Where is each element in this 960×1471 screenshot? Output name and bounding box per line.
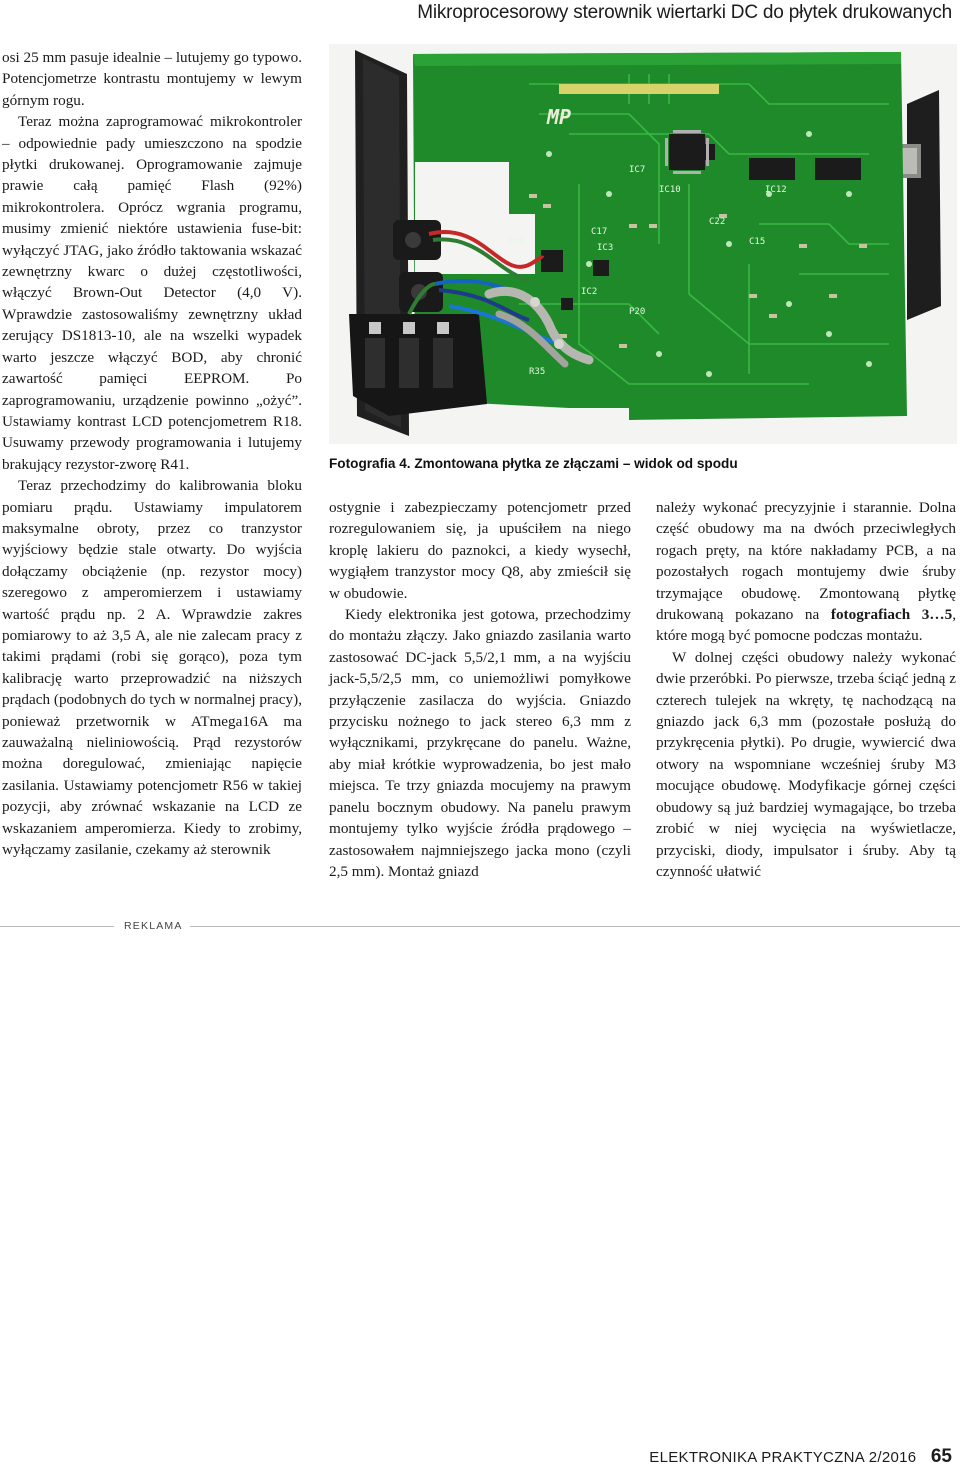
silkscreen-label: R50 — [509, 237, 526, 247]
paragraph-text: , które mogą być pomocne podczas montażu. — [656, 606, 956, 645]
silkscreen-label: P20 — [629, 307, 646, 317]
running-head: Mikroprocesorowy sterownik wiertarki DC do płytek drukowanych — [417, 2, 952, 23]
page-footer — [649, 1446, 952, 1468]
advertisement-label: REKLAMA — [124, 920, 183, 932]
silkscreen-label: C15 — [749, 237, 766, 247]
article-column-1 — [2, 47, 302, 860]
photo-pcb-assembled — [329, 44, 957, 444]
paragraph: W dolnej części obudowy należy wykonać dwie przeróbki. Po pierwsze, trzeba ściąć jedną z czterech tulejek na wkręty, tę nachodzącą na gniazdo jack 6,3 mm (pozostałe posłużą do przykręcenia płytki). Po drugie, wywiercić dwa otwory na wspomniane wcześniej śruby M3 mocujące obudowę. Modyfikacje górnej części obudowy są już bardziej wymagające, bo trzeba zrobić w niej wycięcia na wyświetlacze, przyciski, diody, impulsator i śruby. Aby tą czynność ułatwić — [656, 648, 956, 880]
paragraph-text: należy wykonać precyzyjnie i starannie. Dolna część obudowy ma na dwóch przeciwległych rogach pręty, na które nakładamy PCB, a na pozostałych rogach montujemy dwie śruby trzymające obudowę. Zmontowaną płytkę drukowaną pokazano na — [656, 499, 956, 624]
article-column-2 — [329, 497, 631, 882]
paragraph: osi 25 mm pasuje idealnie – lutujemy go typowo. Potencjometrze kontrastu montujemy w lewym górnym rogu. — [2, 49, 302, 109]
pcb-photo-illustration — [329, 44, 957, 444]
paragraph: Teraz można zaprogramować mikrokontroler – odpowiednie pady umieszczono na spodzie płytki drukowanej. Oprogramowanie zajmuje prawie całą pamięć Flash (92%) mikrokontrolera. Oprócz wgrania programu, musimy zmienić niektóre ustawienia fuse-bit: wyłączyć JTAG, jako źródło taktowania wskazać zewnętrzny kwarc o dużej częstotliwości, włączyć Brown-Out Detector (4,0 V). Wprawdzie zastosowaliśmy zewnętrzny układ zerujący DS1813-10, ale na wszelki wypadek warto jeszcze włączyć BOD, aby chronić zawartość pamięci EEPROM. Po zaprogramowaniu, urządzenie powinno „ożyć”. Ustawiamy kontrast LCD potencjometrem R18. Usuwamy przewody programowania i lutujemy brakujący rezystor-zworę R41. — [2, 113, 302, 473]
advertisement-divider — [190, 926, 960, 927]
paragraph — [656, 497, 956, 647]
board-marking-text: MP — [547, 105, 572, 129]
silkscreen-label: IC2 — [581, 287, 598, 297]
silkscreen-label: C17 — [591, 227, 608, 237]
page-number: 65 — [930, 1446, 952, 1467]
paragraph: Teraz przechodzimy do kalibrowania bloku pomiaru prądu. Ustawiamy impulatorem maksymalne obroty, przez co tranzystor wyjściowy będzie stale otwarty. Do wyjścia dołączamy obciążenie (np. rezystor mocy) szeregowo z amperomierzem i ustawiamy wartość prądu np. 2 A. Wprawdzie zakres pomiarowy to aż 3,5 A, ale nie zalecam pracy z takimi prądami (robi się gorąco), poza tym kalibrację warto przeprowadzić na niższych prądach (podobnych do tych w normalnej pracy), ponieważ przetwornik w ATmega16A ma zauważalną nieliniowością. Prąd rezystorów można doregulować, zmieniając napięcie zasilania. Ustawiamy potencjometr R56 w takiej pozycji, aby zrównać wskazanie na LCD ze wskazaniem amperomierza. Kiedy to zrobimy, wyłączamy zasilanie, czekamy aż sterownik — [2, 477, 302, 859]
article-column-3 — [656, 497, 956, 882]
silkscreen-label: IC3 — [597, 243, 614, 253]
figure-caption: Fotografia 4. Zmontowana płytka ze złączami – widok od spodu — [329, 456, 738, 471]
silkscreen-label: R35 — [529, 367, 546, 377]
silkscreen-label: C22 — [709, 217, 726, 227]
silkscreen-label: IC12 — [765, 185, 787, 195]
advertisement-divider — [0, 926, 114, 927]
silkscreen-label: IC7 — [629, 165, 646, 175]
magazine-name: ELEKTRONIKA PRAKTYCZNA 2/2016 — [649, 1449, 917, 1466]
paragraph: Kiedy elektronika jest gotowa, przechodzimy do montażu złączy. Jako gniazdo zasilania warto zastosować DC-jack 5,5/2,1 mm, a na wyjściu jack-5,5/2,5 mm, co uniemożliwi pomyłkowe przyłączenie zasilacza do wyjścia. Gniazdo przycisku nożnego to jack stereo 6,3 mm z wyłącznikami, przykręcane do panelu. Ważne, aby miał krótkie wyprowadzenia, bo jest mało miejsca. Te trzy gniazda mocujemy na prawym panelu bocznym obudowy. Na panelu prawym montujemy tylko wyjście źródła prądowego – zastosowałem najmniejszego jacka mono (czyli 2,5 mm). Montaż gniazd — [329, 606, 631, 880]
paragraph: ostygnie i zabezpieczamy potencjometr przed rozregulowaniem się, ja upuściłem na niego kroplę lakieru do paznokci, a kiedy wysechł, wygiąłem tranzystor mocy Q8, aby zmieścił się w obudowie. — [329, 499, 631, 602]
figure-reference: fotografiach 3…5 — [830, 606, 953, 624]
silkscreen-label: IC10 — [659, 185, 681, 195]
